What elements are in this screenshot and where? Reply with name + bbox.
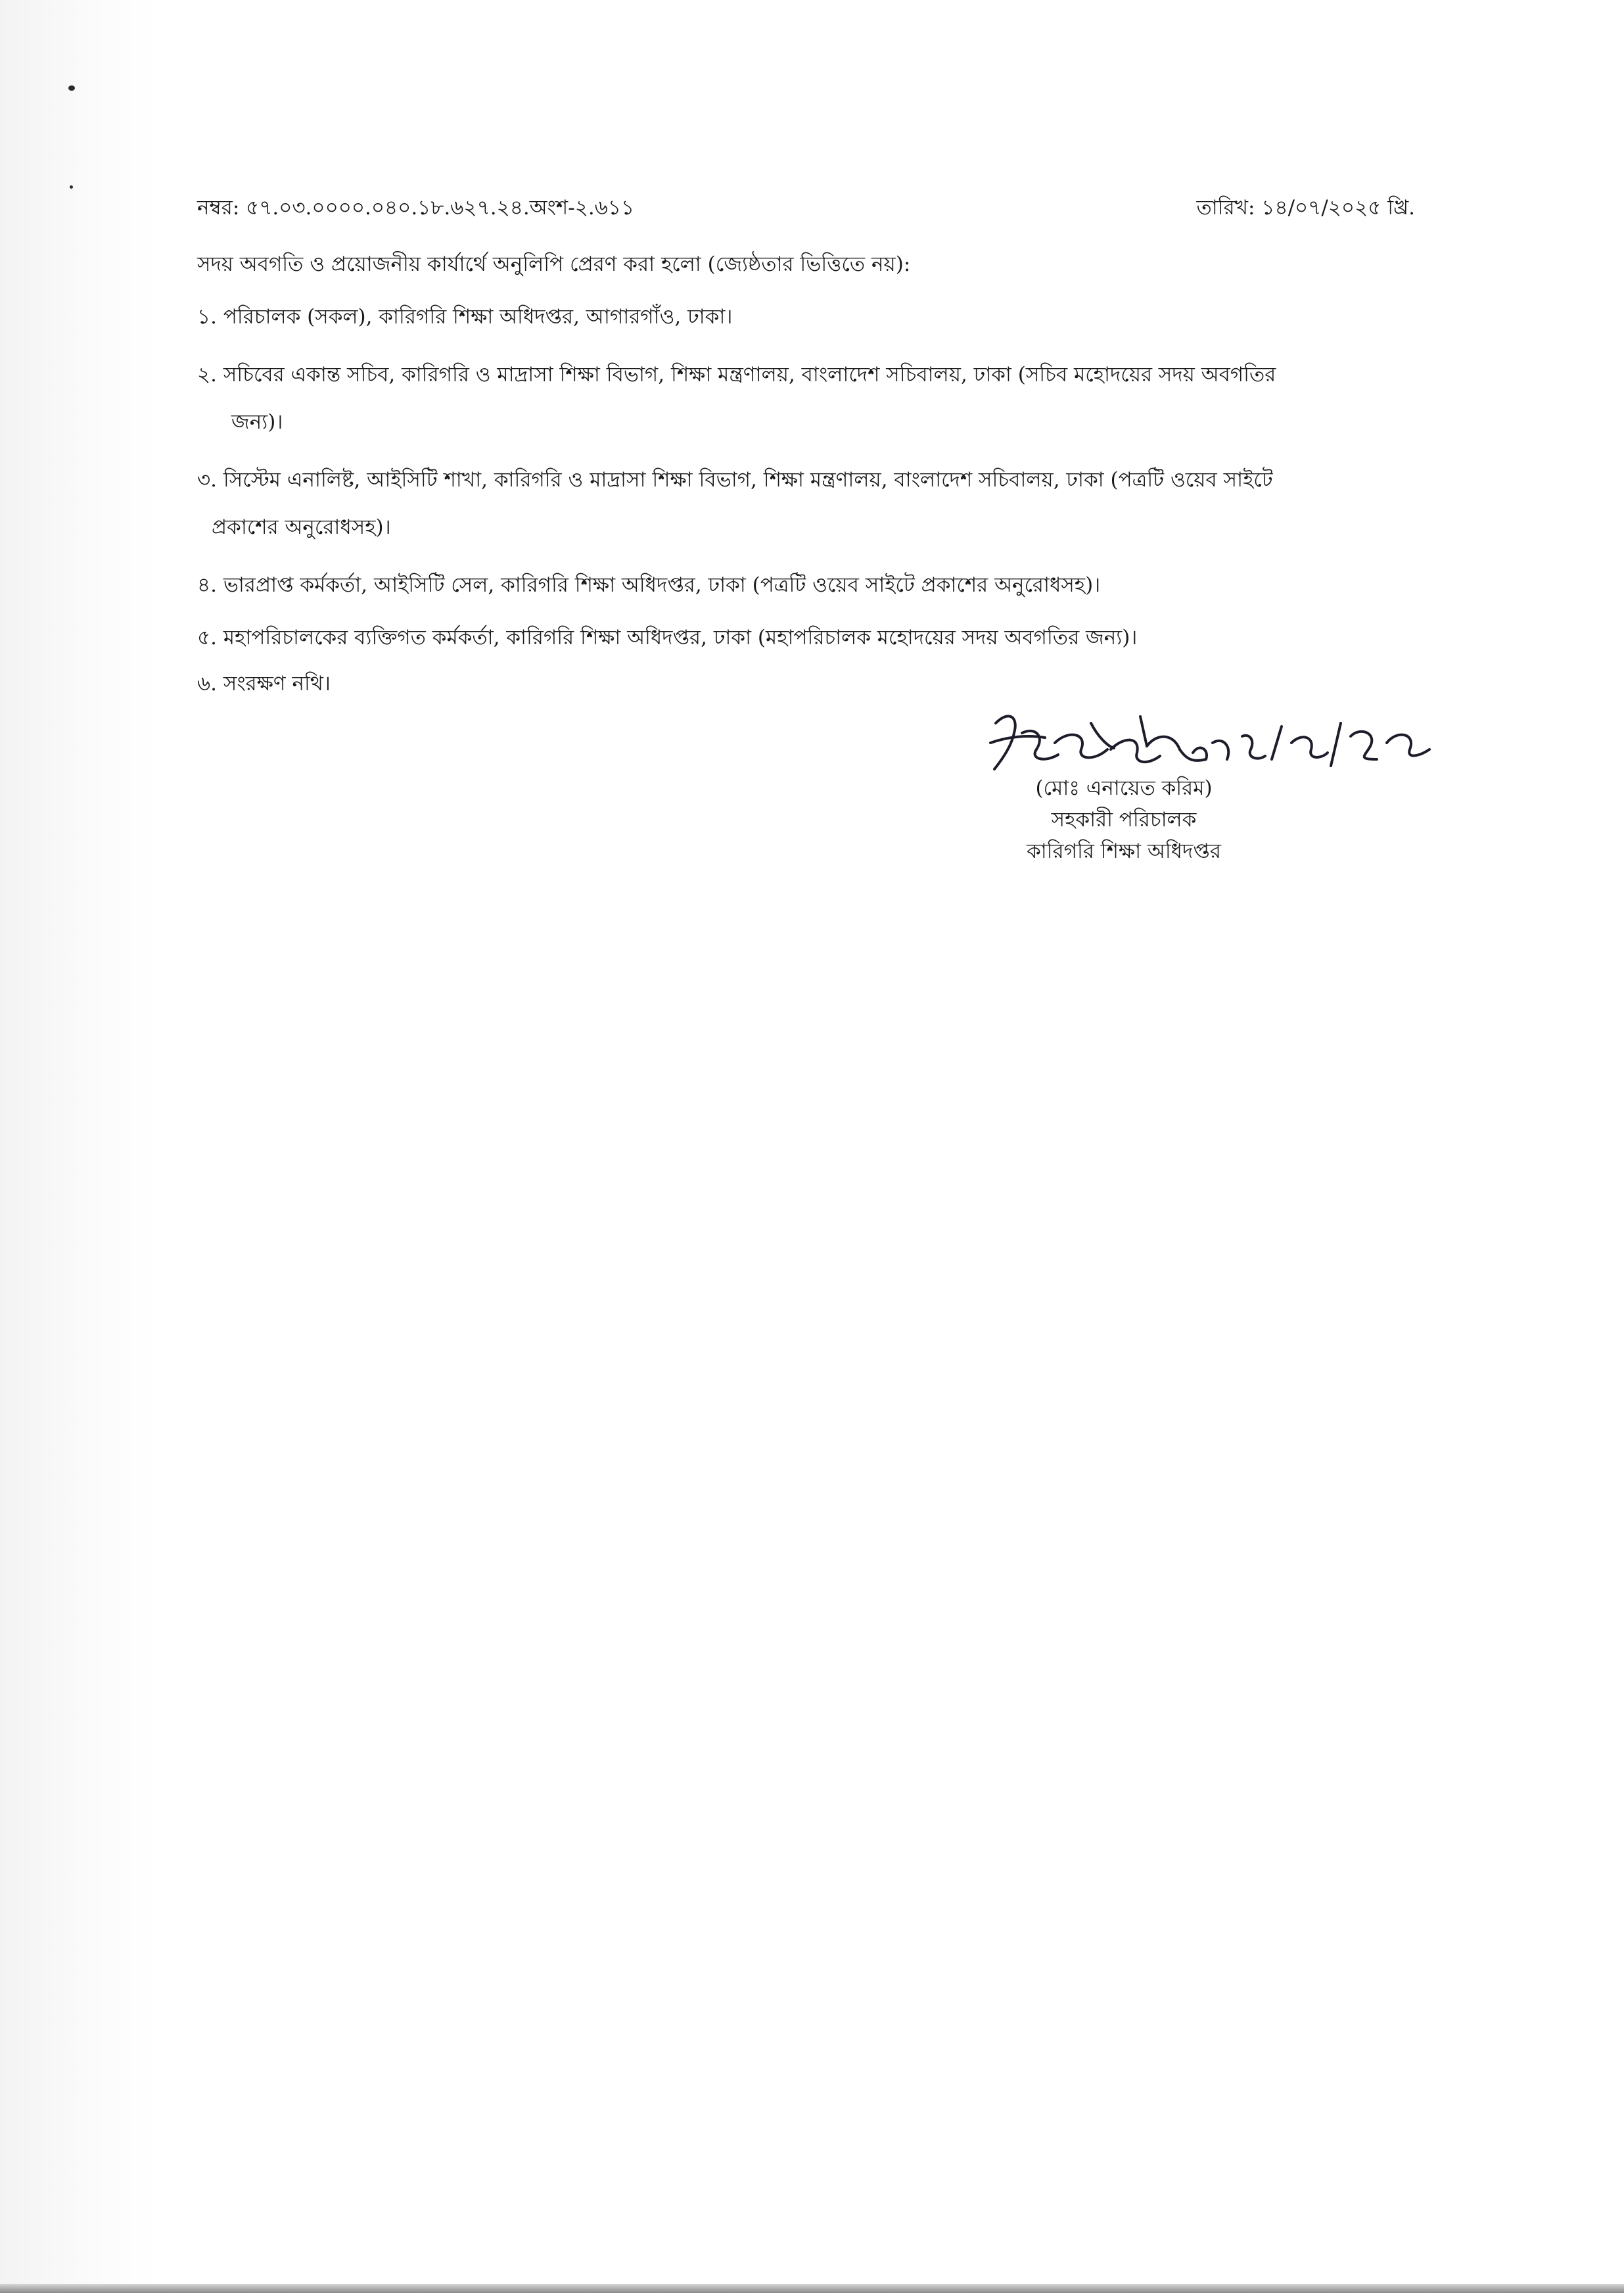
signatory-name: (মোঃ এনায়েত করিম) [1035,776,1213,800]
list-item: ১. পরিচালক (সকল), কারিগরি শিক্ষা অধিদপ্তর, আগারগাঁও, ঢাকা। [197,305,733,329]
list-item: ২. সচিবের একান্ত সচিব, কারিগরি ও মাদ্রাসা শিক্ষা বিভাগ, শিক্ষা মন্ত্রণালয়, বাংলাদেশ সচিবালয়, ঢাকা (সচিব মহোদয়ের সদয় অবগতির [197,363,1276,387]
scan-speck [70,185,73,189]
list-item-continuation: জন্য)। [231,410,283,434]
signatory-block [986,772,1262,867]
list-item: ৩. সিস্টেম এনালিষ্ট, আইসিটি শাখা, কারিগরি ও মাদ্রাসা শিক্ষা বিভাগ, শিক্ষা মন্ত্রণালয়, বাংলাদেশ সচিবালয়, ঢাকা (পত্রটি ওয়েব সাইটে [197,468,1273,492]
list-item: ৫. মহাপরিচালকের ব্যক্তিগত কর্মকর্তা, কারিগরি শিক্ষা অধিদপ্তর, ঢাকা (মহাপরিচালক মহোদয়ের সদয় অবগতির জন্য)। [197,626,1138,650]
distribution-intro: সদয় অবগতি ও প্রয়োজনীয় কার্যার্থে অনুলিপি প্রেরণ করা হলো (জ্যেষ্ঠতার ভিত্তিতে নয়): [197,252,911,276]
list-item: ৬. সংরক্ষণ নথি। [197,672,331,696]
signatory-office: কারিগরি শিক্ষা অধিদপ্তর [1027,839,1221,863]
scan-shadow [0,0,158,2293]
scan-speck [68,85,75,91]
signatory-designation: সহকারী পরিচালক [1051,808,1197,832]
memo-number: নম্বর: ৫৭.০৩.০০০০.০৪০.১৮.৬২৭.২৪.অংশ-২.৬১১ [197,196,635,220]
scan-bottom-edge [0,2284,1624,2293]
list-item: ৪. ভারপ্রাপ্ত কর্মকর্তা, আইসিটি সেল, কারিগরি শিক্ষা অধিদপ্তর, ঢাকা (পত্রটি ওয়েব সাইটে প্রকাশের অনুরোধসহ)। [197,573,1101,597]
memo-date: তারিখ: ১৪/০৭/২০২৫ খ্রি. [1196,196,1415,220]
list-item-continuation: প্রকাশের অনুরোধসহ)। [212,515,391,539]
